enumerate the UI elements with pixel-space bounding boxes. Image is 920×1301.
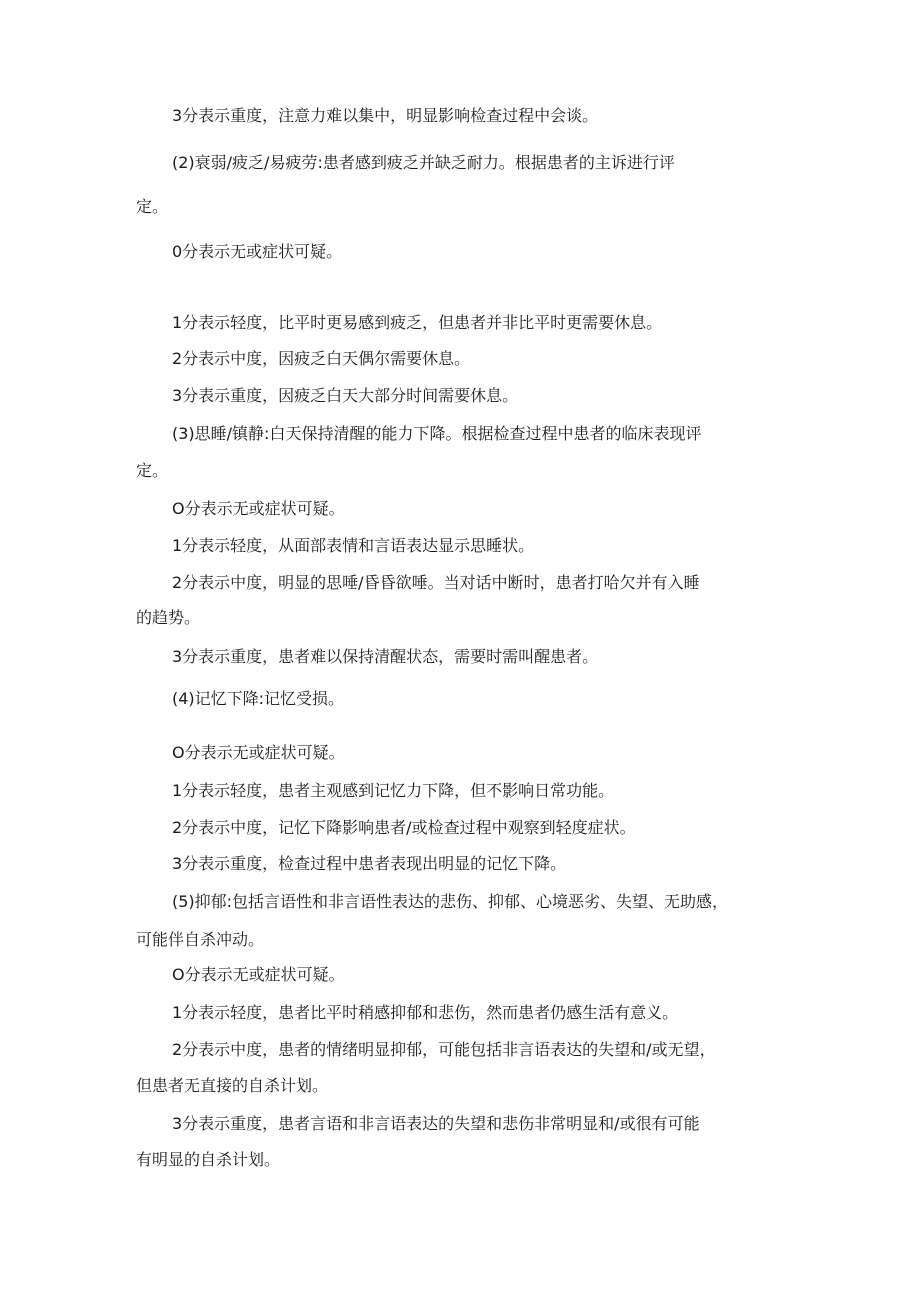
text-line: 2分表示中度，患者的情绪明显抑郁，可能包括非言语表达的失望和/或无望， — [172, 1040, 716, 1059]
text-line: 1分表示轻度，比平时更易感到疲乏，但患者并非比平时更需要休息。 — [172, 313, 663, 332]
text-line: O分表示无或症状可疑。 — [172, 743, 345, 762]
text-line: 3分表示重度，患者难以保持清醒状态，需要时需叫醒患者。 — [172, 647, 599, 666]
text-line: 3分表示重度，注意力难以集中，明显影响检查过程中会谈。 — [172, 106, 599, 125]
text-line: 定。 — [136, 461, 169, 480]
section-heading-fatigue: (2)衰弱/疲乏/易疲劳:患者感到疲乏并缺乏耐力。根据患者的主诉进行评 — [172, 153, 675, 172]
text-line: 1分表示轻度，从面部表情和言语表达显示思睡状。 — [172, 536, 535, 555]
text-line: 有明显的自杀计划。 — [136, 1150, 281, 1169]
section-heading-sedation: (3)思睡/镇静:白天保持清醒的能力下降。根据检查过程中患者的临床表现评 — [172, 424, 702, 443]
text-line: 0分表示无或症状可疑。 — [172, 242, 343, 261]
text-line: 2分表示中度，记忆下降影响患者/或检查过程中观察到轻度症状。 — [172, 818, 636, 837]
text-line: 1分表示轻度，患者主观感到记忆力下降，但不影响日常功能。 — [172, 781, 615, 800]
section-heading-memory: (4)记忆下降:记忆受损。 — [172, 689, 345, 708]
text-line: O分表示无或症状可疑。 — [172, 965, 345, 984]
text-line: 3分表示重度，患者言语和非言语表达的失望和悲伤非常明显和/或很有可能 — [172, 1114, 700, 1133]
text-line: 3分表示重度，因疲乏白天大部分时间需要休息。 — [172, 386, 519, 405]
text-line: 可能伴自杀冲动。 — [136, 930, 265, 949]
text-line: 3分表示重度，检查过程中患者表现出明显的记忆下降。 — [172, 854, 567, 873]
text-line: 但患者无直接的自杀计划。 — [136, 1076, 329, 1095]
section-heading-depression: (5)抑郁:包括言语性和非言语性表达的悲伤、抑郁、心境恶劣、失望、无助感， — [172, 892, 729, 911]
text-line: 2分表示中度，明显的思唾/昏昏欲唾。当对话中断时，患者打哈欠并有入睡 — [172, 573, 700, 592]
text-line: 2分表示中度，因疲乏白天偶尔需要休息。 — [172, 349, 471, 368]
text-line: 定。 — [136, 197, 169, 216]
text-line: O分表示无或症状可疑。 — [172, 499, 345, 518]
text-line: 1分表示轻度，患者比平时稍感抑郁和悲伤，然而患者仍感生活有意义。 — [172, 1003, 679, 1022]
text-line: 的趋势。 — [136, 608, 201, 627]
